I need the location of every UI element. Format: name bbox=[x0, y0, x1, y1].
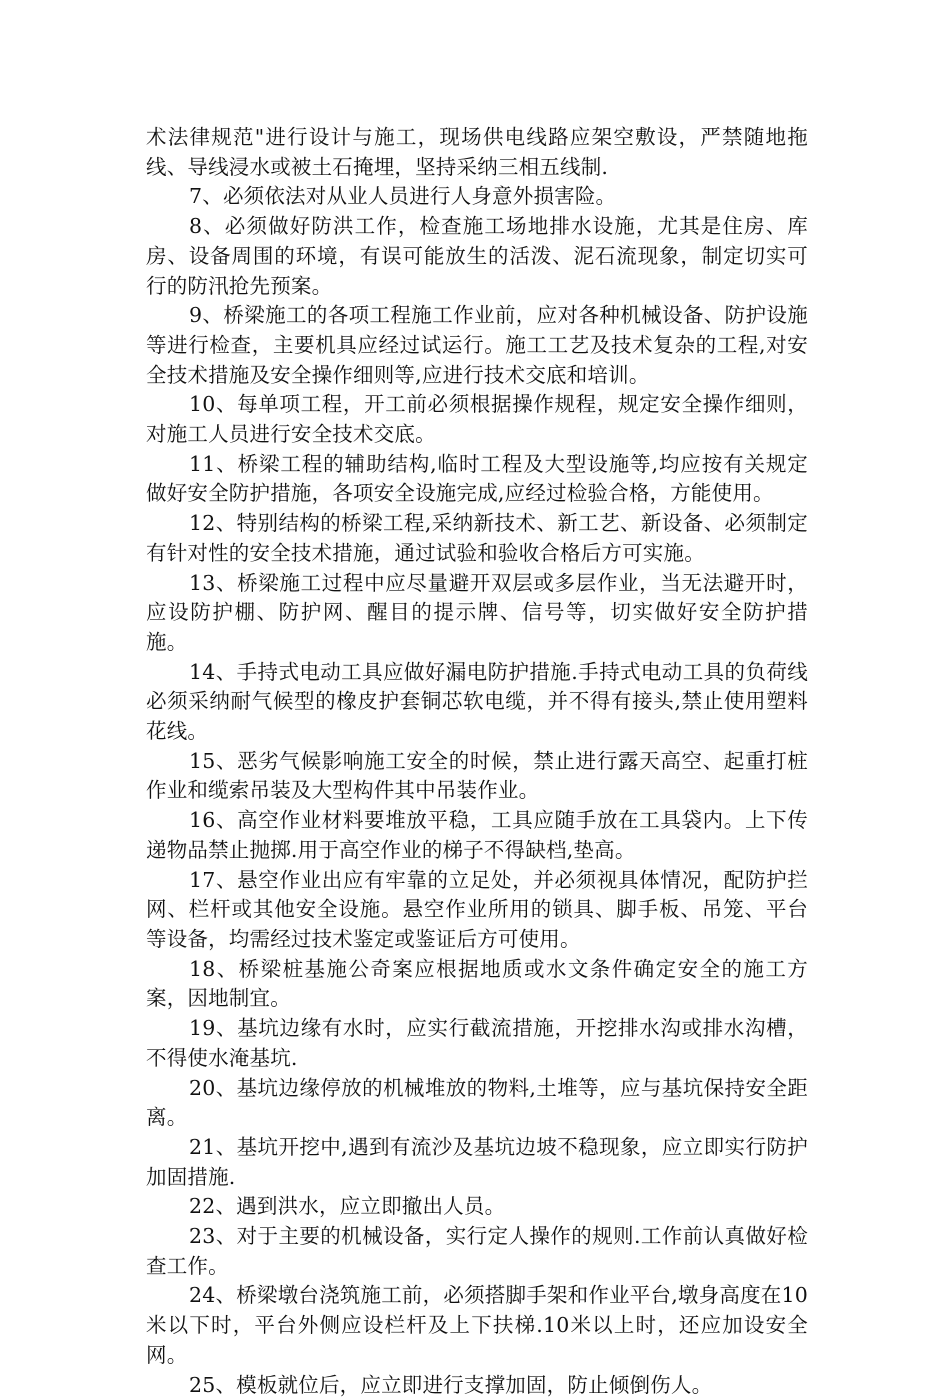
paragraph-item-17: 17、悬空作业出应有牢靠的立足处，并必须视具体情况，配防护拦网、栏杆或其他安全设施。悬空作业所用的锁具、脚手板、吊笼、平台等设备，均需经过技术鉴定或鉴证后方可使用。 bbox=[146, 867, 808, 951]
paragraph-item-23: 23、对于主要的机械设备，实行定人操作的规则.工作前认真做好检查工作。 bbox=[146, 1224, 808, 1278]
paragraph-continuation: 术法律规范"进行设计与施工，现场供电线路应架空敷设，严禁随地拖线、导线浸水或被土石掩埋，坚持采纳三相五线制. bbox=[146, 125, 808, 179]
paragraph-item-18: 18、桥梁桩基施公奇案应根据地质或水文条件确定安全的施工方案，因地制宜。 bbox=[146, 956, 808, 1011]
paragraph-item-15: 15、恶劣气候影响施工安全的时候，禁止进行露天高空、起重打桩作业和缆索吊装及大型构件其中吊装作业。 bbox=[146, 748, 808, 803]
paragraph-item-16: 16、高空作业材料要堆放平稳，工具应随手放在工具袋内。上下传递物品禁止抛掷.用于高空作业的梯子不得缺档,垫高。 bbox=[146, 808, 808, 862]
paragraph-item-20: 20、基坑边缘停放的机械堆放的物料,土堆等，应与基坑保持安全距离。 bbox=[146, 1075, 808, 1130]
paragraph-item-19: 19、基坑边缘有水时，应实行截流措施，开挖排水沟或排水沟槽，不得使水淹基坑. bbox=[146, 1016, 808, 1070]
paragraph-item-11: 11、桥梁工程的辅助结构,临时工程及大型设施等,均应按有关规定做好安全防护措施，各项安全设施完成,应经过检验合格，方能使用。 bbox=[146, 451, 808, 506]
paragraph-item-25: 25、模板就位后，应立即进行支撑加固，防止倾倒伤人。 bbox=[189, 1372, 713, 1397]
paragraph-item-7: 7、必须依法对从业人员进行人身意外损害险。 bbox=[189, 184, 617, 209]
paragraph-item-9: 9、桥梁施工的各项工程施工作业前，应对各种机械设备、防护设施等进行检查，主要机具应经过试运行。施工工艺及技术复杂的工程,对安全技术措施及安全操作细则等,应进行技术交底和培训。 bbox=[146, 303, 808, 387]
paragraph-item-21: 21、基坑开挖中,遇到有流沙及基坑边坡不稳现象，应立即实行防护加固措施. bbox=[146, 1134, 808, 1189]
paragraph-item-22: 22、遇到洪水，应立即撤出人员。 bbox=[189, 1194, 506, 1219]
paragraph-item-14: 14、手持式电动工具应做好漏电防护措施.手持式电动工具的负荷线必须采纳耐气候型的橡皮护套铜芯软电缆，并不得有接头,禁止使用塑料花线。 bbox=[146, 659, 808, 744]
paragraph-item-13: 13、桥梁施工过程中应尽量避开双层或多层作业，当无法避开时，应设防护棚、防护网、醒目的提示牌、信号等，切实做好安全防护措施。 bbox=[146, 570, 808, 654]
paragraph-item-12: 12、特别结构的桥梁工程,采纳新技术、新工艺、新设备、必须制定有针对性的安全技术措施，通过试验和验收合格后方可实施。 bbox=[146, 511, 808, 565]
paragraph-item-24: 24、桥梁墩台浇筑施工前，必须搭脚手架和作业平台,墩身高度在10米以下时，平台外侧应设栏杆及上下扶梯.10米以上时，还应加设安全网。 bbox=[146, 1283, 808, 1367]
document-body bbox=[146, 123, 808, 1400]
paragraph-item-8: 8、必须做好防洪工作，检查施工场地排水设施，尤其是住房、库房、设备周围的环境，有误可能放生的活泼、泥石流现象，制定切实可行的防汛抢先预案。 bbox=[146, 214, 808, 298]
paragraph-item-10: 10、每单项工程，开工前必须根据操作规程，规定安全操作细则，对施工人员进行安全技术交底。 bbox=[146, 392, 808, 447]
